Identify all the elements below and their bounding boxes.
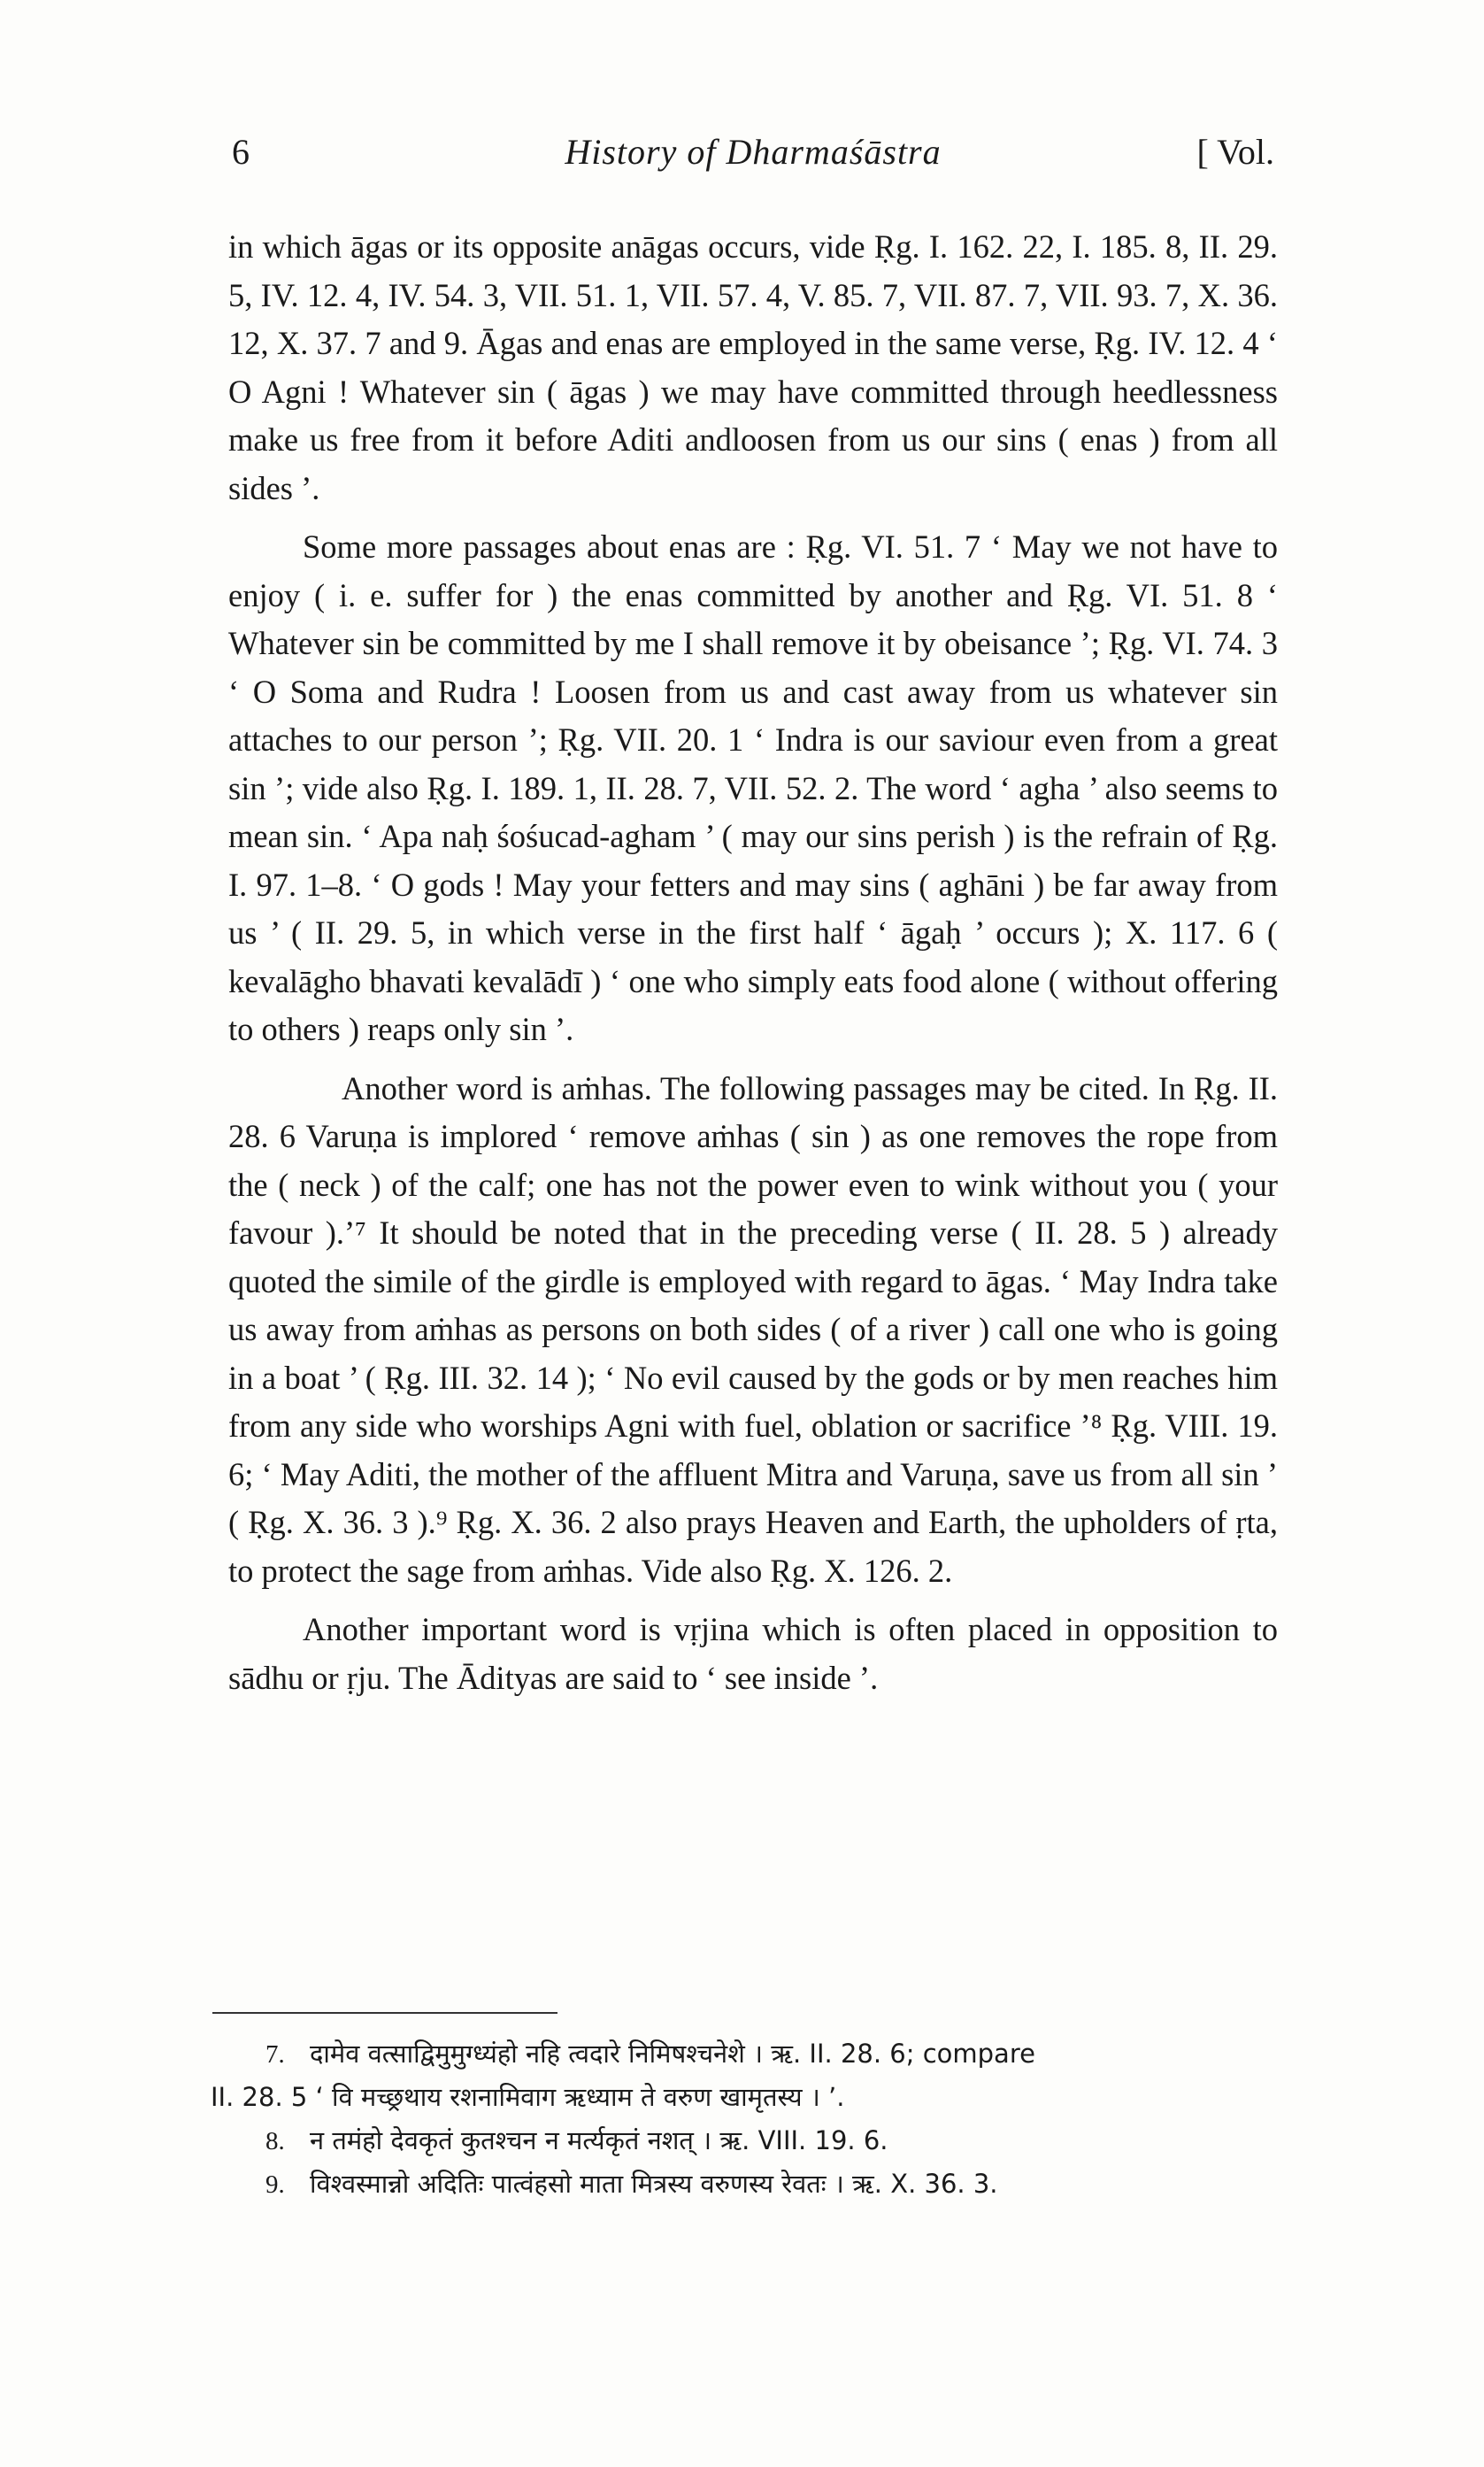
footnote-number: 7. bbox=[265, 2040, 285, 2069]
footnote-divider bbox=[212, 2012, 557, 2014]
footnote-text: दामेव वत्साद्विमुमुग्ध्यंहो नहि त्वदारे निमिषश्चनेशे । ऋ. II. 28. 6; compare bbox=[310, 2039, 1035, 2069]
footnote-number: 8. bbox=[265, 2127, 285, 2155]
footnote-text: II. 28. 5 ‘ वि मच्छ्रथाय रशनामिवाग ऋध्याम ते वरुण खामृतस्य । ’. bbox=[211, 2082, 845, 2112]
footnote-9 bbox=[212, 2162, 1278, 2206]
footnote-text: विश्वस्मान्नो अदितिः पात्वंहसो माता मित्रस्य वरुणस्य रेवतः । ऋ. X. 36. 3. bbox=[310, 2169, 998, 2199]
footnotes bbox=[212, 2032, 1278, 2206]
footnote-text: न तमंहो देवकृतं कुतश्चन न मर्त्यकृतं नशत् । ऋ. VIII. 19. 6. bbox=[310, 2125, 888, 2155]
main-text bbox=[228, 223, 1278, 1713]
paragraph-4: Another important word is vṛjina which is often placed in opposition to sādhu or ṛju. The Ādityas are said to ‘ see inside ’. bbox=[228, 1611, 1278, 1696]
paragraph-3: Another word is aṁhas. The following passages may be cited. In Ṛg. II. 28. 6 Varuṇa is implored ‘ remove aṁhas ( sin ) as one removes the rope from the ( neck ) of the calf; one has not the power even to wink without you ( your favour ).’⁷ It should be noted that in the preceding verse ( II. 28. 5 ) already quoted the simile of the girdle is employed with regard to āgas. ‘ May Indra take us away from aṁhas as persons on both sides ( of a river ) call one who is going in a boat ’ ( Ṛg. III. 32. 14 ); ‘ No evil caused by the gods or by men reaches him from any side who worships Agni with fuel, oblation or sacrifice ’⁸ Ṛg. VIII. 19. 6; ‘ May Aditi, the mother of the affluent Mitra and Varuṇa, save us from all sin ’ ( Ṛg. X. 36. 3 ).⁹ Ṛg. X. 36. 2 also prays Heaven and Earth, the upholders of ṛta, to protect the sage from aṁhas. Vide also Ṛg. X. 126. 2. bbox=[228, 1069, 1278, 1589]
footnote-7-continuation bbox=[212, 2076, 1278, 2119]
footnote-number: 9. bbox=[265, 2170, 285, 2199]
volume-label: [ Vol. bbox=[1196, 132, 1274, 172]
running-title: History of Dharmaśāstra bbox=[565, 132, 942, 172]
page-header bbox=[232, 131, 1274, 184]
paragraph-1: in which āgas or its opposite anāgas occurs, vide Ṛg. I. 162. 22, I. 185. 8, II. 29. 5, IV. 12. 4, IV. 54. 3, VII. 51. 1, VII. 57. 4, V. 85. 7, VII. 87. 7, VII. 93. 7, X. 36. 12, X. 37. 7 and 9. Āgas and enas are employed in the same verse, Ṛg. IV. 12. 4 ‘ O Agni ! Whatever sin ( āgas ) we may have committed through heedlessness make us free from it before Aditi andloosen from us our sins ( enas ) from all sides ’. bbox=[228, 228, 1278, 506]
paragraph-2: Some more passages about enas are : Ṛg. VI. 51. 7 ‘ May we not have to enjoy ( i. e. suffer for ) the enas committed by another and Ṛg. VI. 51. 8 ‘ Whatever sin be committed by me I shall remove it by obeisance ’; Ṛg. VI. 74. 3 ‘ O Soma and Rudra ! Loosen from us and cast away from us whatever sin attaches to our person ’; Ṛg. VII. 20. 1 ‘ Indra is our saviour even from a great sin ’; vide also Ṛg. I. 189. 1, II. 28. 7, VII. 52. 2. The word ‘ agha ’ also seems to mean sin. ‘ Apa naḥ śośucad-agham ’ ( may our sins perish ) is the refrain of Ṛg. I. 97. 1–8. ‘ O gods ! May your fetters and may sins ( aghāni ) be far away from us ’ ( II. 29. 5, in which verse in the first half ‘ āgaḥ ’ occurs ); X. 117. 6 ( kevalāgho bhavati kevalādī ) ‘ one who simply eats food alone ( without offering to others ) reaps only sin ’. bbox=[228, 528, 1278, 1047]
footnote-8 bbox=[212, 2119, 1278, 2162]
footnote-7 bbox=[212, 2032, 1278, 2076]
page-number: 6 bbox=[232, 132, 250, 172]
